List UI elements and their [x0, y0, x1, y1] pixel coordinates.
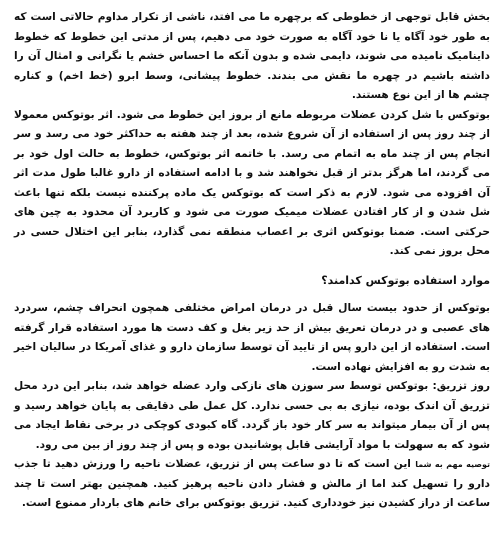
advice-body: این است که تا دو ساعت پس از تزریق، عضلات ناحیه را ورزش دهید تا جذب دارو را تسهیل کند اما از مالش و فشار دادن ناحیه پرهیز کنید. همچنین بهتر است تا چند ساعت از دراز کشیدن نیز خودداری کنید. تزریق بوتوکس برای خانم های باردار ممنوع است. — [14, 458, 490, 509]
spacer — [14, 262, 490, 271]
paragraph-injection-day: روز تزریق: بوتوکس توسط سر سوزن های نازکی وارد عضله خواهد شد، بنابر این درد محل تزریق آن اندک بوده، نیازی به بی حسی ندارد. کل عمل طی دقایقی به پایان خواهد رسید و پس از آن بیمار میتواند به سر کار خود باز گردد. گاه کبودی کوچکی در برخی نقاط ایجاد می شود که به سهولت با مواد آرایشی قابل پوشانیدن بوده و پس از چند روز از بین می رود. — [14, 380, 490, 451]
paragraph-botox-effect: بوتوکس با شل کردن عضلات مربوطه مانع از بروز این خطوط می شود. اثر بوتوکس معمولا از چند روز پس از استفاده از آن شروع شده، بعد از چند هفته به حداکثر خود می رسد و سر انجام پس از چند ماه به اتمام می رسد. با خاتمه اثر بوتوکس، خطوط به حالت اول خود بر می گردند، اما هرگز بدتر از قبل نخواهند شد و با ادامه استفاده از دارو غالبا طول مدت اثر آن افزوده می شود. لازم به ذکر است که بوتوکس یک ماده پرکننده نیست بلکه تنها باعث شل شدن و از کار افتادن عضلات میمیک صورت می شود و کاربرد آن محدود به چین های حرکتی است. ضمنا بوتوکس اثری بر اعصاب منطقه نمی گذارد، بنابر این اختلال حسی در محل بروز نمی کند. — [14, 108, 490, 257]
section-heading: موارد استفاده بوتوکس کدامند؟ — [321, 273, 490, 287]
paragraph-dynamic-lines: بخش قابل توجهی از خطوطی که برچهره ما می افتد، ناشی از تکرار مداوم حالاتی است که به طور خود آگاه یا نا خود آگاه به صورت خود می دهیم، پس از مدتی این خطوط که خطوط داینامیک نامیده می شوند، دایمی شده و بدون آنکه ما احساس خشم یا نگرانی و امثال آن را داشته باشیم در چهره ما نقش می بندند. خطوط پیشانی، وسط ابرو (خط اخم) و کناره چشم ها از این نوع هستند. — [14, 11, 490, 101]
paragraph-uses: بوتوکس از حدود بیست سال قبل در درمان امراض مختلفی همچون انحراف چشم، سردرد های عصبی و در درمان تعریق بیش از حد زیر بغل و کف دست ها مورد استفاده قرار گرفته است. استفاده از این دارو پس از تایید آن توسط سازمان دارو و غذای آمریکا در سالیان اخیر به شدت رو به افزایش نهاده است. — [14, 302, 490, 373]
spacer — [14, 290, 490, 299]
document-page — [14, 8, 490, 540]
paragraph-advice — [14, 455, 490, 514]
advice-lead: توصیه مهم به شما — [415, 460, 490, 469]
